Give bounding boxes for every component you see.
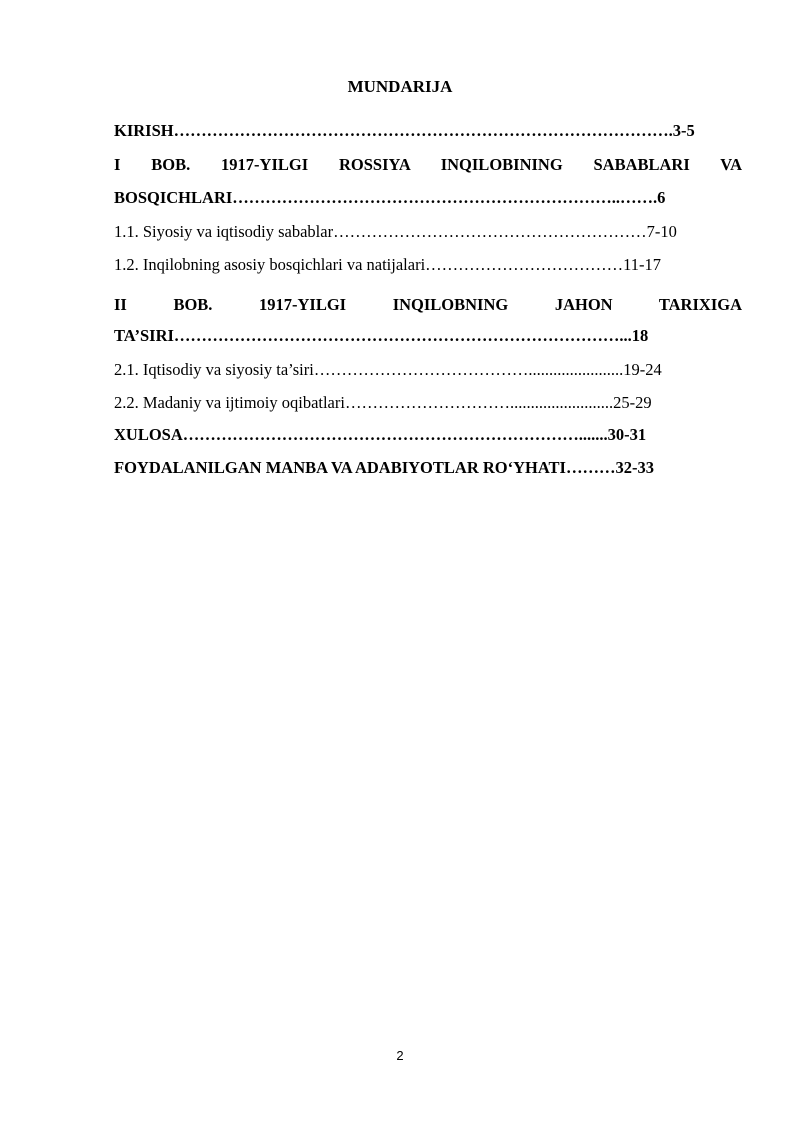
toc-entry-1-2: 1.2. Inqilobning asosiy bosqichlari va natijalari………………………………11-17 <box>114 255 662 274</box>
toc-entry-1-1: 1.1. Siyosiy va iqtisodiy sabablar…………………………………………………7-10 <box>114 222 677 241</box>
toc-entry-chapter-1-line1: I BOB. 1917-YILGI ROSSIYA INQILOBINING SABABLARI VA <box>114 155 742 174</box>
toc-entry-xulosa: XULOSA……………………………………………………………….......30-31 <box>114 425 647 444</box>
page-number: 2 <box>396 1048 404 1063</box>
toc-entry-kirish: KIRISH……………………………………………………………………………….3-5 <box>114 121 695 140</box>
toc-entry-2-2: 2.2. Madaniy va ijtimoiy oqibatlari………………………….........................25-29 <box>114 393 652 412</box>
page-title: MUNDARIJA <box>347 77 453 96</box>
toc-entry-bibliography: FOYDALANILGAN MANBA VA ADABIYOTLAR RO‘YHATI………32-33 <box>114 458 654 477</box>
toc-entry-2-1: 2.1. Iqtisodiy va siyosiy ta’siri………………………………….......................19-24 <box>114 360 662 379</box>
toc-entry-chapter-2-line1: II BOB. 1917-YILGI INQILOBNING JAHON TARIXIGA <box>114 295 742 314</box>
toc-entry-chapter-1-line2: BOSQICHLARI……………………………………………………………..…….6 <box>114 188 666 207</box>
toc-entry-chapter-2-line2: TA’SIRI………………………………………………………………………...18 <box>114 326 649 345</box>
